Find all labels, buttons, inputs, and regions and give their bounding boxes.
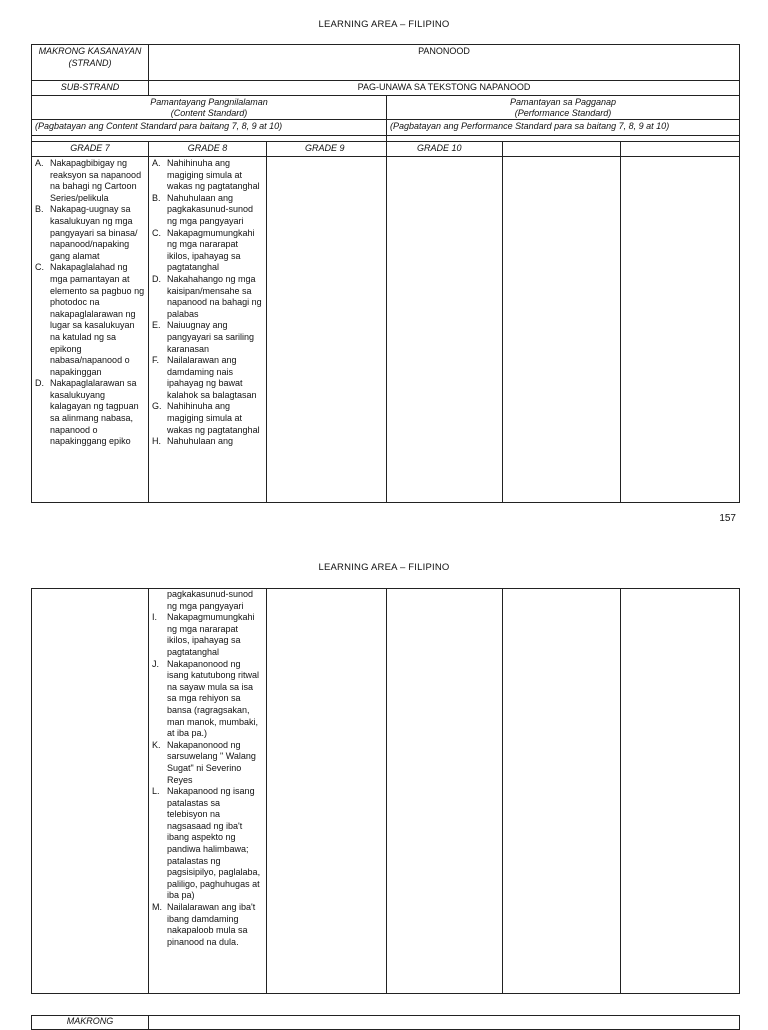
content-standard-en: (Content Standard) [170, 107, 248, 118]
grade-8-header: GRADE 8 [149, 142, 267, 157]
learning-area-title: LEARNING AREA – FILIPINO [318, 562, 450, 573]
curriculum-table-continued [31, 588, 740, 994]
list-item: E. Naiuugnay ang pangyayari sa sariling karanasan [152, 320, 255, 354]
list-item: F. Nailalarawan ang damdaming nais ipahayag ng bawat kalahok sa balagtasan [152, 355, 257, 400]
list-item: J. Nakapanonood ng isang katutubong ritwal na sayaw mula sa isa sa mga rehiyon sa bansa (ragragsakan, man manok, mumbaki, at iba pa.) [152, 658, 260, 739]
content-standard-note: (Pagbatayan ang Content Standard para baitang 7, 8, 9 at 10) [32, 120, 387, 136]
performance-standard-en: (Performance Standard) [514, 107, 612, 118]
grade-8-cell [149, 589, 267, 994]
strand-label: MAKRONG KASANAYAN (STRAND) [32, 45, 149, 81]
empty-header-cell [503, 142, 621, 157]
grade-8-list-continued [152, 612, 263, 948]
grade-7-list [35, 158, 145, 448]
strand-value: PANONOOD [149, 45, 740, 81]
list-item: B. Nakapag-uugnay sa kasalukuyan ng mga pangyayari sa binasa/ napanood/napaking gang alamat [35, 204, 138, 261]
page-number: 157 [719, 513, 736, 524]
grade-10-header: GRADE 10 [387, 142, 503, 157]
content-standard-label: Pamantayang Pangnilalaman [150, 97, 268, 107]
grade-7-header: GRADE 7 [32, 142, 149, 157]
performance-standard-header [387, 96, 740, 120]
empty-header-cell [621, 142, 740, 157]
substrand-value: PAG-UNAWA SA TEKSTONG NAPANOOD [149, 81, 740, 96]
strand-value [149, 1016, 740, 1030]
grade-7-cell [32, 589, 149, 994]
empty-cell [503, 589, 621, 994]
list-item: L. Nakapanood ng isang patalastas sa telebisyon na nagsasaad ng iba't ibang aspekto ng pandiwa halimbawa; patalastas ng pagsisipilyo, paglalaba, paliligo, paghuhugas at iba pa) [152, 786, 261, 901]
grade-8-cell [149, 157, 267, 503]
curriculum-table-next [31, 1015, 740, 1030]
grade-10-cell [387, 157, 503, 503]
list-item: H. Nahuhulaan ang [152, 436, 234, 447]
empty-cell [621, 589, 740, 994]
list-item: D. Nakahahango ng mga kaisipan/mensahe sa napanood na bahagi ng palabas [152, 273, 262, 319]
curriculum-table [31, 44, 740, 503]
list-item: A. Nahihinuha ang magiging simula at wakas ng pagtatanghal [152, 158, 260, 192]
list-item: A. Nakapagbibigay ng reaksyon sa napanood na bahagi ng Cartoon Series/pelikula [35, 158, 142, 203]
empty-cell [621, 157, 740, 503]
grade-8-list [152, 158, 263, 448]
grade-7-cell [32, 157, 149, 503]
list-item: I. Nakapagmumungkahi ng mga nararapat ikilos, ipahayag sa pagtatanghal [152, 612, 255, 657]
list-item: C. Nakapagmumungkahi ng mga nararapat ikilos, ipahayag sa pagtatanghal [152, 227, 255, 273]
list-item: B. Nahuhulaan ang pagkakasunud-sunod ng mga pangyayari [152, 192, 254, 226]
grade-8-continuation: pagkakasunud-sunod ng mga pangyayari [167, 589, 254, 611]
list-item: G. Nahihinuha ang magiging simula at wakas ng pagtatanghal [152, 401, 260, 435]
grade-9-cell [267, 589, 387, 994]
grade-9-header: GRADE 9 [267, 142, 387, 157]
substrand-label: SUB-STRAND [32, 81, 149, 96]
grade-10-cell [387, 589, 503, 994]
list-item: K. Nakapanonood ng sarsuwelang " Walang Sugat" ni Severino Reyes [152, 739, 256, 785]
performance-standard-note: (Pagbatayan ang Performance Standard para sa baitang 7, 8, 9 at 10) [387, 120, 740, 136]
strand-label: MAKRONG [32, 1016, 149, 1030]
content-standard-header [32, 96, 387, 120]
list-item: M. Nailalarawan ang iba't ibang damdaming nakapaloob mula sa pinanood na dula. [152, 902, 256, 947]
learning-area-title: LEARNING AREA – FILIPINO [318, 19, 450, 30]
list-item: D. Nakapaglalarawan sa kasalukuyang kalagayan ng tagpuan sa alinmang nabasa, napanood o napakinggang epiko [35, 378, 139, 447]
grade-9-cell [267, 157, 387, 503]
empty-cell [503, 157, 621, 503]
performance-standard-label: Pamantayan sa Pagganap [509, 97, 617, 107]
list-item: C. Nakapaglalahad ng mga pamantayan at elemento sa pagbuo ng photodoc na nakapaglalarawan ng lugar sa kasalukuyan na katulad ng sa epikong nabasa/napanood o napakinggan [35, 262, 145, 377]
